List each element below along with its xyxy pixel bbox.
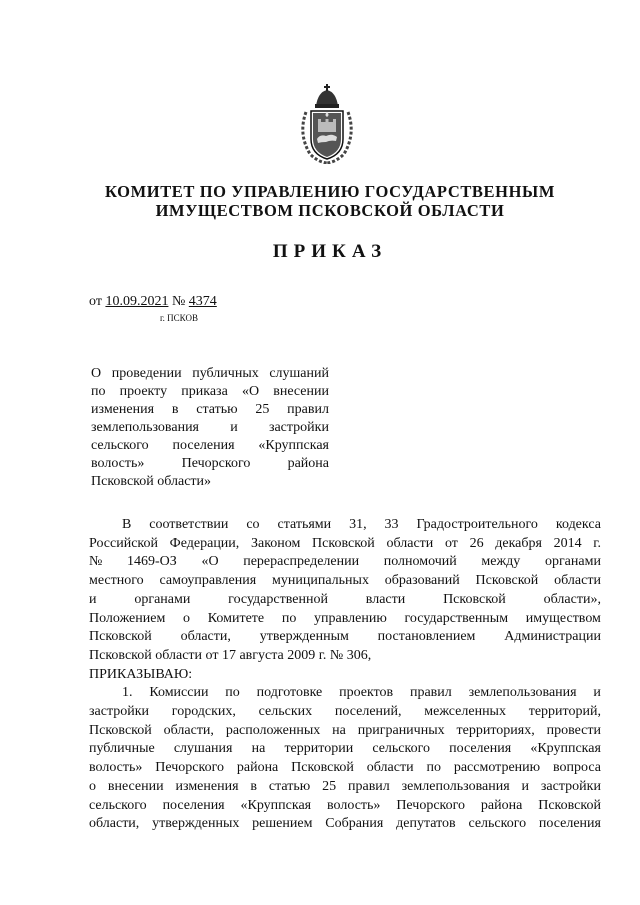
word: землепользования xyxy=(401,778,510,794)
word: имуществом xyxy=(525,610,601,626)
subject-line xyxy=(91,455,329,473)
word: волость» xyxy=(89,760,143,776)
word: городских, xyxy=(171,704,236,720)
word: района xyxy=(287,456,329,471)
word: и xyxy=(230,420,238,435)
word: и xyxy=(521,778,530,794)
body-line xyxy=(89,703,601,722)
word: сельских xyxy=(258,704,313,720)
word: 26 xyxy=(469,535,484,551)
word: депутатов xyxy=(396,816,456,832)
word: местного xyxy=(89,573,144,589)
word: о xyxy=(89,778,96,794)
word: Печорского xyxy=(396,797,466,813)
body-line xyxy=(89,740,601,759)
word: по xyxy=(281,610,297,626)
order-date: 10.09.2021 xyxy=(105,294,169,309)
number-sign: № xyxy=(171,294,186,309)
word: образований xyxy=(384,573,460,589)
body-line xyxy=(89,610,601,629)
word: в xyxy=(171,402,179,417)
word: Псковской xyxy=(312,535,375,551)
subject-line xyxy=(91,419,329,437)
body-line xyxy=(89,722,601,741)
subject-line xyxy=(91,365,329,383)
word: Администрации xyxy=(504,629,601,645)
word: района xyxy=(236,760,279,776)
word: территориях, xyxy=(456,722,535,738)
word: декабря xyxy=(495,535,542,551)
body-line: Псковской области от 17 августа 2009 г. № 306, xyxy=(89,647,372,663)
word: от xyxy=(444,535,458,551)
word: волость» xyxy=(327,797,381,813)
body-line xyxy=(89,797,601,816)
order-body xyxy=(89,516,601,834)
word: государственной xyxy=(228,591,328,607)
body-line xyxy=(89,553,601,572)
date-prefix: от xyxy=(89,294,102,309)
word: полномочий xyxy=(383,554,457,570)
word: органами xyxy=(544,554,601,570)
word: сельского xyxy=(91,438,149,453)
word: сельского xyxy=(372,741,430,757)
word: по xyxy=(91,384,106,399)
body-line xyxy=(89,815,601,834)
word: г. xyxy=(593,535,601,551)
word: Печорского xyxy=(181,456,251,471)
word: волость» xyxy=(91,456,145,471)
word: «О xyxy=(241,384,260,399)
word: статью xyxy=(196,402,238,417)
word: правил xyxy=(287,402,329,417)
word: приказа xyxy=(181,384,228,399)
word: Федерации, xyxy=(169,535,240,551)
body-line xyxy=(89,572,601,591)
word: поселений, xyxy=(334,704,402,720)
word: «О xyxy=(201,554,219,570)
committee-line-2: ИМУЩЕСТВОМ ПСКОВСКОЙ ОБЛАСТИ xyxy=(155,201,505,220)
word: между xyxy=(481,554,521,570)
word: правил xyxy=(409,685,452,701)
word: подготовке xyxy=(256,685,323,701)
word: 25 xyxy=(322,778,337,794)
word: приграничных xyxy=(357,722,445,738)
word: поселения xyxy=(449,741,512,757)
word: межселенных xyxy=(424,704,506,720)
word: слушаний xyxy=(269,366,329,381)
word: Положением xyxy=(89,610,166,626)
word: поселения xyxy=(538,816,601,832)
word: № xyxy=(89,554,103,570)
city-label: г. ПСКОВ xyxy=(160,313,198,323)
word: застройки xyxy=(89,704,150,720)
body-line xyxy=(89,684,601,703)
word: области xyxy=(366,760,414,776)
word: области», xyxy=(543,591,601,607)
order-number: 4374 xyxy=(188,294,217,309)
word: рассмотрению xyxy=(453,760,541,776)
body-line xyxy=(89,759,601,778)
word: со xyxy=(246,517,260,532)
word: 1. xyxy=(122,685,133,701)
body-line xyxy=(89,591,601,610)
word: территории xyxy=(284,741,354,757)
word: 1469-ОЗ xyxy=(127,554,177,570)
word: по xyxy=(426,760,441,776)
word: утвержденных xyxy=(152,816,240,832)
word: статью xyxy=(268,778,311,794)
word: землепользования xyxy=(468,685,577,701)
order-subject xyxy=(91,365,329,491)
word: области, xyxy=(180,629,231,645)
word: о xyxy=(183,610,191,626)
document-type-title: ПРИКАЗ xyxy=(272,241,388,262)
word: внесении xyxy=(273,384,329,399)
word: слушания xyxy=(173,741,233,757)
word: области xyxy=(554,573,601,589)
word: и xyxy=(89,591,97,607)
word: статьями xyxy=(277,517,332,532)
subject-line xyxy=(91,401,329,419)
coat-of-arms-icon xyxy=(296,84,358,164)
word: решением xyxy=(252,816,313,832)
word: провести xyxy=(546,722,601,738)
word: Законом xyxy=(250,535,301,551)
word: Псковской xyxy=(443,591,506,607)
word: области, xyxy=(89,816,140,832)
order-word: ПРИКАЗЫВАЮ: xyxy=(89,666,193,682)
word: и xyxy=(593,685,601,701)
body-line xyxy=(89,535,601,554)
word: застройки xyxy=(540,778,601,794)
word: постановлением xyxy=(377,629,476,645)
word: района xyxy=(480,797,523,813)
word: проектов xyxy=(339,685,394,701)
word: Печорского xyxy=(155,760,224,776)
word: проведении xyxy=(111,366,182,381)
word: вопроса xyxy=(552,760,601,776)
word: 2014 xyxy=(553,535,582,551)
word: территорий, xyxy=(528,704,601,720)
body-line xyxy=(89,628,601,647)
word: Российской xyxy=(89,535,158,551)
word: публичных xyxy=(192,366,259,381)
word: 31, xyxy=(349,517,367,532)
committee-name xyxy=(80,182,580,220)
word: самоуправления xyxy=(159,573,257,589)
word: утвержденным xyxy=(259,629,349,645)
word: перераспределении xyxy=(243,554,360,570)
committee-line-1: КОМИТЕТ ПО УПРАВЛЕНИЮ ГОСУДАРСТВЕННЫМ xyxy=(105,182,555,201)
word: на xyxy=(251,741,266,757)
word: 25 xyxy=(255,402,270,417)
word: «Круппская xyxy=(530,741,601,757)
body-line xyxy=(89,516,601,535)
order-date-number xyxy=(89,294,217,310)
word: Комиссии xyxy=(149,685,209,701)
word: 33 xyxy=(384,517,399,532)
word: О xyxy=(91,366,102,381)
word: В xyxy=(122,517,132,532)
word: сельского xyxy=(89,797,147,813)
word: внесении xyxy=(107,778,164,794)
word: соответствии xyxy=(149,517,229,532)
word: землепользования xyxy=(91,420,199,435)
word: области xyxy=(386,535,434,551)
word: Псковской xyxy=(89,629,152,645)
word: изменения xyxy=(175,778,239,794)
word: «Круппская xyxy=(240,797,312,813)
word: Собрания xyxy=(325,816,384,832)
word: расположенных xyxy=(225,722,321,738)
word: управлению xyxy=(314,610,387,626)
word: Псковской xyxy=(475,573,539,589)
word: по xyxy=(225,685,240,701)
word: Градостроительного xyxy=(416,517,538,532)
word: поселения xyxy=(162,797,225,813)
word: правил xyxy=(347,778,390,794)
subject-line xyxy=(91,437,329,455)
word: Комитете xyxy=(207,610,265,626)
subject-line xyxy=(91,383,329,401)
word: Псковской xyxy=(291,760,354,776)
word: проекту xyxy=(119,384,168,399)
word: Псковской xyxy=(538,797,601,813)
word: муниципальных xyxy=(272,573,369,589)
word: области, xyxy=(163,722,214,738)
word: на xyxy=(332,722,346,738)
word: Псковской xyxy=(89,722,152,738)
word: изменения xyxy=(91,402,155,417)
word: публичные xyxy=(89,741,155,757)
word: органами xyxy=(134,591,191,607)
word: «Круппская xyxy=(258,438,329,453)
word: кодекса xyxy=(555,517,601,532)
subject-line: Псковской области» xyxy=(91,474,212,489)
word: власти xyxy=(365,591,406,607)
word: государственным xyxy=(404,610,509,626)
word: в xyxy=(250,778,258,794)
word: поселения xyxy=(172,438,235,453)
word: застройки xyxy=(268,420,329,435)
body-line xyxy=(89,778,601,797)
word: сельского xyxy=(468,816,527,832)
